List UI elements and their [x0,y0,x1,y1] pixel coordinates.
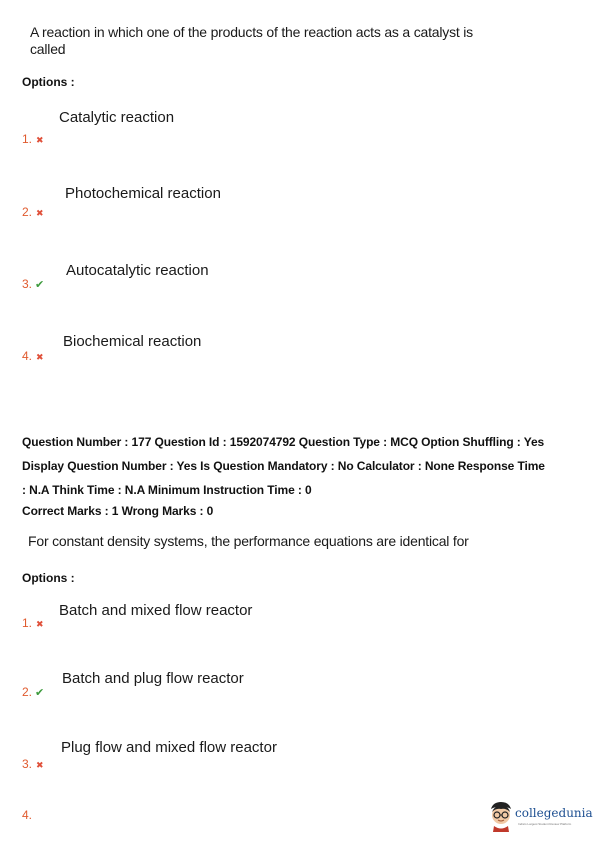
q2-option-4-number: 4. [22,808,33,822]
q2-option-2-marker [22,683,44,701]
q2-options-heading: Options : [22,571,75,585]
question-1-line-1: A reaction in which one of the products of the reaction acts as a catalyst is [30,24,473,40]
question-2-metadata [22,430,545,502]
check-icon: ✔ [35,279,45,291]
cross-icon: ✖ [36,352,44,362]
q1-option-2-marker [22,203,44,221]
meta-line-1: Question Number : 177 Question Id : 1592074792 Question Type : MCQ Option Shuffling : Yes [22,435,545,449]
question-1-text [30,24,473,58]
check-icon: ✔ [35,687,45,699]
q2-option-2-number: 2. [22,685,33,699]
meta-line-3: : N.A Think Time : N.A Minimum Instruction Time : 0 [22,483,312,497]
q1-option-3-number: 3. [22,277,33,291]
meta-line-2: Display Question Number : Yes Is Question Mandatory : No Calculator : None Response Time [22,459,545,473]
q1-option-2-number: 2. [22,205,33,219]
q1-option-4-marker [22,347,44,365]
q1-option-4-number: 4. [22,349,33,363]
q2-option-1-text: Batch and mixed flow reactor [59,602,253,619]
q1-option-1-text: Catalytic reaction [59,109,175,126]
cross-icon: ✖ [36,760,44,770]
q2-option-1-marker [22,614,44,632]
cross-icon: ✖ [36,135,44,145]
q2-option-3-marker [22,755,44,773]
q1-option-1-number: 1. [22,132,33,146]
q2-option-4-marker [22,806,32,824]
q2-option-3-text: Plug flow and mixed flow reactor [61,739,277,756]
logo-wordmark: collegedunia [515,806,593,820]
question-2-text: For constant density systems, the performance equations are identical for [28,533,469,549]
q1-option-3-marker [22,275,44,293]
cross-icon: ✖ [36,208,44,218]
q1-option-1-marker [22,130,44,148]
q1-option-4-text: Biochemical reaction [63,333,202,350]
q2-option-1-number: 1. [22,616,33,630]
student-mascot-icon [488,800,514,832]
question-1-line-2: called [30,41,66,57]
q2-option-3-number: 3. [22,757,33,771]
q1-options-heading: Options : [22,75,75,89]
q2-option-2-text: Batch and plug flow reactor [62,670,244,687]
q1-option-3-text: Autocatalytic reaction [66,262,209,279]
q1-option-2-text: Photochemical reaction [65,185,221,202]
collegedunia-logo [488,800,592,832]
cross-icon: ✖ [36,619,44,629]
marks-line: Correct Marks : 1 Wrong Marks : 0 [22,504,214,518]
logo-tagline: India's Largest Student Review Platform [518,822,572,826]
